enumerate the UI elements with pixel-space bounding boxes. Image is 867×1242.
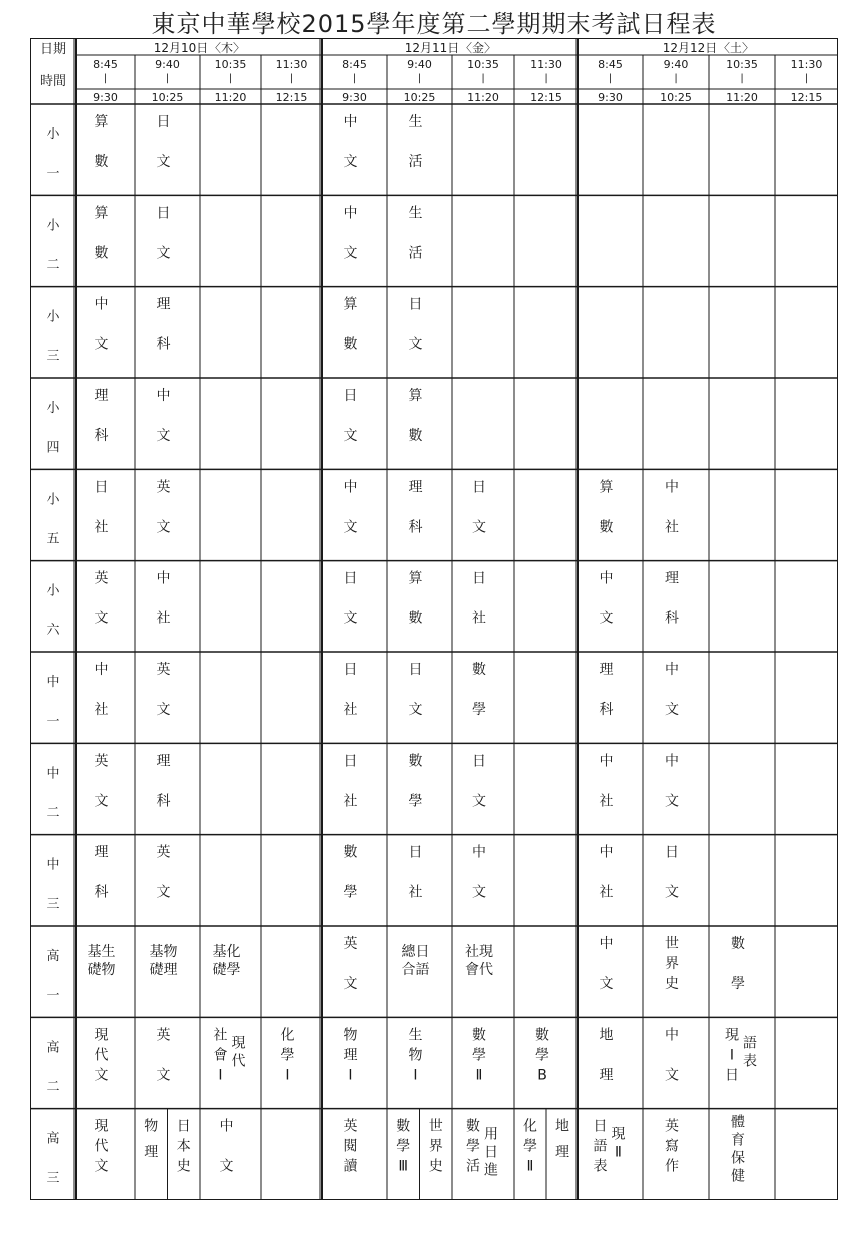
- period-separator: |: [804, 73, 809, 84]
- subject-text: 科: [156, 793, 171, 810]
- subject-text: Ⅱ: [475, 1067, 483, 1084]
- subject-text: 現: [94, 1027, 109, 1044]
- subject-text: 文: [343, 428, 358, 444]
- period-separator: |: [228, 73, 233, 84]
- subject-text: 社: [599, 884, 614, 901]
- subject-text: 日: [156, 114, 171, 130]
- subject-text: 文: [665, 884, 679, 901]
- subject-text: 文: [156, 428, 171, 444]
- subject-text: 理: [555, 1144, 569, 1161]
- subject-text: 文: [472, 793, 486, 810]
- subject-text: 作: [665, 1158, 679, 1175]
- subject-text: 礎理: [149, 962, 178, 978]
- subject-text: 中: [343, 114, 358, 130]
- period-separator: |: [165, 73, 170, 84]
- subject-text: 礎物: [87, 962, 116, 978]
- subject-text: 數: [94, 154, 109, 170]
- period-end-time: 12:15: [275, 91, 308, 104]
- subject-text: 社: [665, 519, 679, 536]
- subject-text: 文: [665, 1067, 679, 1084]
- subject-text: Ⅰ: [348, 1067, 353, 1084]
- subject-text: 文: [343, 610, 358, 627]
- subject-text: 算: [599, 479, 614, 496]
- subject-text: 界: [428, 1138, 443, 1155]
- subject-text: 閱: [343, 1138, 358, 1155]
- subject-text: 文: [156, 702, 171, 718]
- subject-text: 數: [731, 936, 745, 952]
- grade-label: 二: [46, 805, 60, 821]
- grade-label: 小: [46, 583, 60, 599]
- subject-text: 基化: [212, 944, 241, 960]
- subject-text: 數: [599, 519, 614, 536]
- period-start-time: 11:30: [790, 58, 823, 71]
- period-start-time: 8:45: [598, 58, 623, 71]
- subject-text: 文: [94, 336, 109, 353]
- subject-text: 現: [725, 1027, 739, 1044]
- subject-text: 文: [156, 519, 171, 536]
- subject-text: 算: [343, 296, 358, 313]
- subject-text: 數: [408, 428, 423, 444]
- subject-text: 文: [665, 702, 679, 718]
- subject-text: 文: [343, 976, 358, 992]
- period-end-time: 11:20: [726, 91, 758, 104]
- subject-text: 地: [599, 1027, 614, 1044]
- subject-text: 學: [472, 702, 486, 718]
- subject-text: 中: [599, 936, 614, 952]
- subject-text: 理: [156, 753, 171, 770]
- period-start-time: 9:40: [155, 58, 180, 71]
- subject-text: 表: [593, 1158, 608, 1175]
- subject-text: 日: [176, 1118, 191, 1135]
- grade-label: 高: [46, 1040, 60, 1056]
- period-separator: |: [103, 73, 108, 84]
- subject-text: 基物: [149, 944, 178, 960]
- grade-label: 高: [46, 1131, 60, 1147]
- day-weekday-label: 〈土〉: [717, 41, 755, 55]
- subject-text: 理: [94, 844, 109, 861]
- subject-text: 社: [343, 702, 358, 718]
- subject-text: 學: [523, 1138, 537, 1155]
- subject-text: 會代: [465, 962, 493, 978]
- subject-text: 中: [343, 205, 358, 222]
- period-end-time: 12:15: [530, 91, 562, 104]
- grade-label: 中: [46, 766, 60, 782]
- subject-text: 日: [725, 1067, 739, 1084]
- subject-text: 史: [176, 1158, 191, 1175]
- exam-schedule-table: [30, 38, 838, 1200]
- subject-text: Ⅰ: [729, 1047, 735, 1064]
- subject-text: 進: [484, 1162, 498, 1179]
- grade-label: 小: [46, 309, 60, 325]
- subject-text: 日: [472, 570, 486, 587]
- subject-text: 總日: [401, 944, 430, 960]
- subject-text: 用: [484, 1126, 498, 1143]
- subject-text: 算: [408, 570, 423, 587]
- subject-text: 合語: [401, 962, 430, 978]
- day-weekday-label: 〈金〉: [459, 41, 497, 55]
- subject-text: 日: [343, 570, 358, 587]
- subject-text: 讀: [343, 1158, 358, 1175]
- subject-text: 界: [665, 956, 679, 972]
- period-start-time: 10:35: [467, 58, 499, 71]
- subject-text: 算: [94, 114, 109, 130]
- period-end-time: 9:30: [342, 91, 367, 104]
- subject-text: 文: [219, 1158, 234, 1175]
- subject-text: 數: [466, 1118, 480, 1135]
- period-start-time: 9:40: [663, 58, 689, 71]
- subject-text: 中: [156, 570, 171, 587]
- subject-text: 數: [343, 844, 358, 861]
- period-start-time: 10:35: [214, 58, 247, 71]
- subject-text: 數: [472, 662, 486, 678]
- subject-text: 數: [396, 1118, 411, 1135]
- subject-text: 學: [408, 793, 423, 810]
- subject-text: 文: [472, 884, 486, 901]
- subject-text: 科: [94, 428, 109, 444]
- period-start-time: 8:45: [342, 58, 367, 71]
- subject-text: 生: [408, 205, 423, 222]
- subject-text: 英: [94, 570, 109, 587]
- grade-label: 小: [46, 127, 60, 142]
- subject-text: 科: [94, 884, 109, 901]
- subject-text: 理: [665, 570, 679, 587]
- grade-label: 二: [46, 1079, 60, 1095]
- subject-text: 英: [94, 753, 109, 770]
- subject-text: 英: [343, 1118, 358, 1135]
- subject-text: 社: [599, 793, 614, 810]
- subject-text: 中: [343, 479, 358, 496]
- subject-text: 中: [599, 570, 614, 587]
- subject-text: 日: [472, 753, 486, 770]
- subject-text: 學: [472, 1047, 486, 1064]
- subject-text: 數: [94, 245, 109, 262]
- subject-text: 語: [743, 1035, 757, 1052]
- grade-label: 三: [46, 897, 60, 912]
- subject-text: 生: [408, 1027, 423, 1044]
- grade-label: 五: [46, 531, 60, 547]
- subject-text: 中: [472, 844, 486, 861]
- subject-text: 學: [396, 1138, 411, 1155]
- subject-text: 中: [599, 753, 614, 770]
- subject-text: 中: [665, 753, 679, 770]
- subject-text: 數: [343, 336, 358, 353]
- subject-text: 文: [156, 154, 171, 170]
- subject-text: 日: [593, 1118, 608, 1135]
- subject-text: 理: [94, 388, 109, 404]
- subject-text: 現: [231, 1035, 246, 1052]
- subject-text: 中: [94, 296, 109, 313]
- subject-text: 英: [156, 662, 171, 678]
- day-date-label: 12月12日: [662, 41, 718, 55]
- subject-text: 育: [731, 1132, 745, 1149]
- subject-text: 文: [472, 519, 486, 536]
- subject-text: 日: [343, 662, 358, 678]
- subject-text: 保: [731, 1150, 745, 1167]
- subject-text: 科: [408, 519, 423, 536]
- subject-text: 中: [599, 844, 614, 861]
- subject-text: 世: [428, 1118, 443, 1135]
- subject-text: 數: [408, 610, 423, 627]
- period-separator: |: [544, 73, 548, 84]
- subject-text: 英: [156, 479, 171, 496]
- subject-text: 中: [665, 479, 679, 496]
- subject-text: 世: [665, 936, 679, 952]
- subject-text: 學: [466, 1138, 480, 1155]
- period-end-time: 9:30: [93, 91, 118, 104]
- subject-text: 代: [94, 1138, 109, 1155]
- period-end-time: 9:30: [598, 91, 623, 104]
- subject-text: 史: [428, 1158, 443, 1175]
- subject-text: 體: [731, 1114, 745, 1131]
- subject-text: 社: [213, 1027, 228, 1044]
- subject-text: 日: [408, 844, 423, 861]
- subject-text: 健: [731, 1168, 745, 1185]
- subject-text: Ⅰ: [413, 1067, 418, 1084]
- subject-text: 日: [484, 1144, 498, 1161]
- subject-text: 基生: [87, 944, 116, 960]
- subject-text: B: [537, 1067, 547, 1084]
- subject-text: 文: [599, 976, 614, 992]
- grade-label: 六: [46, 623, 60, 638]
- subject-text: 社: [343, 793, 358, 810]
- subject-text: 英: [343, 936, 358, 952]
- subject-text: 寫: [665, 1138, 679, 1155]
- day-date-label: 12月11日: [404, 41, 460, 55]
- subject-text: 學: [535, 1047, 549, 1064]
- subject-text: 理: [599, 1067, 614, 1084]
- subject-text: 理: [144, 1144, 159, 1161]
- page-title: 東京中華學校2015學年度第二學期期末考試日程表: [151, 10, 717, 38]
- period-start-time: 11:30: [530, 58, 562, 71]
- subject-text: 礎學: [212, 962, 241, 978]
- grade-label: 中: [46, 857, 60, 873]
- subject-text: 日: [408, 296, 423, 313]
- grade-label: 四: [46, 440, 60, 456]
- grade-label: 高: [46, 949, 60, 964]
- subject-text: Ⅰ: [218, 1067, 223, 1084]
- corner-time-label: 時間: [39, 74, 67, 89]
- period-separator: |: [352, 73, 357, 84]
- period-start-time: 10:35: [726, 58, 758, 71]
- subject-text: 化: [280, 1027, 295, 1044]
- day-date-label: 12月10日: [153, 41, 209, 55]
- subject-text: 理: [599, 662, 614, 678]
- subject-text: 學: [343, 884, 358, 901]
- subject-text: 日: [156, 205, 171, 222]
- subject-text: 算: [94, 205, 109, 222]
- subject-text: 物: [408, 1047, 423, 1064]
- subject-text: 日: [472, 479, 486, 496]
- subject-text: 英: [156, 844, 171, 861]
- subject-text: 物: [343, 1027, 358, 1044]
- subject-text: 文: [343, 245, 358, 262]
- period-start-time: 9:40: [407, 58, 432, 71]
- subject-text: 科: [156, 336, 171, 353]
- period-start-time: 8:45: [93, 58, 118, 71]
- subject-text: 社: [408, 884, 423, 901]
- subject-text: 文: [94, 1067, 109, 1084]
- period-separator: |: [608, 73, 613, 84]
- subject-text: 史: [665, 976, 679, 992]
- period-separator: |: [417, 73, 422, 84]
- subject-text: 表: [743, 1053, 757, 1070]
- subject-text: Ⅰ: [285, 1067, 290, 1084]
- corner-date-label: 日期: [39, 42, 67, 57]
- subject-text: 文: [156, 884, 171, 901]
- grade-label: 中: [46, 675, 60, 690]
- period-separator: |: [289, 73, 294, 84]
- subject-text: Ⅱ: [526, 1158, 534, 1175]
- period-end-time: 10:25: [403, 91, 436, 104]
- subject-text: 化: [523, 1118, 537, 1135]
- subject-text: 活: [408, 245, 423, 262]
- subject-text: 文: [94, 793, 109, 810]
- subject-text: 社: [94, 519, 109, 536]
- grade-label: 一: [46, 714, 60, 730]
- subject-text: 英: [665, 1118, 679, 1135]
- period-start-time: 11:30: [275, 58, 308, 71]
- subject-text: 文: [665, 793, 679, 810]
- subject-text: Ⅱ: [615, 1144, 622, 1161]
- subject-text: 文: [94, 1158, 109, 1175]
- subject-text: 文: [94, 610, 109, 627]
- subject-text: 日: [343, 388, 358, 404]
- subject-text: 科: [665, 610, 679, 627]
- subject-text: 數: [408, 753, 423, 770]
- subject-text: 文: [156, 1067, 171, 1084]
- subject-text: 文: [599, 610, 614, 627]
- subject-text: 學: [731, 976, 745, 992]
- subject-text: 中: [665, 1027, 679, 1044]
- subject-text: 日: [343, 753, 358, 770]
- subject-text: 學: [280, 1047, 295, 1064]
- period-separator: |: [481, 73, 485, 84]
- subject-text: 會: [213, 1047, 228, 1064]
- subject-text: 文: [343, 519, 358, 536]
- subject-text: 中: [156, 388, 171, 404]
- day-weekday-label: 〈木〉: [208, 41, 246, 55]
- subject-text: 日: [94, 479, 109, 496]
- subject-text: 數: [472, 1027, 486, 1044]
- period-separator: |: [740, 73, 744, 84]
- subject-text: 日: [665, 844, 679, 861]
- subject-text: 文: [343, 154, 358, 170]
- schedule-grid: [30, 38, 838, 1200]
- subject-text: 生: [408, 114, 423, 130]
- subject-text: 代: [231, 1053, 246, 1070]
- subject-text: 理: [156, 296, 171, 313]
- subject-text: 活: [466, 1158, 480, 1175]
- subject-text: 理: [343, 1047, 358, 1064]
- subject-text: 中: [219, 1118, 234, 1135]
- subject-text: 科: [599, 702, 614, 718]
- period-end-time: 11:20: [467, 91, 499, 104]
- subject-text: 社: [94, 702, 109, 718]
- grade-label: 小: [46, 401, 60, 416]
- subject-text: 算: [408, 388, 423, 404]
- subject-text: 現: [611, 1126, 626, 1143]
- subject-text: 英: [156, 1027, 171, 1044]
- subject-text: 數: [535, 1027, 549, 1044]
- period-separator: |: [674, 73, 678, 84]
- subject-text: 文: [408, 702, 423, 718]
- subject-text: 代: [94, 1047, 109, 1064]
- subject-text: 現: [94, 1118, 109, 1135]
- period-end-time: 11:20: [214, 91, 247, 104]
- subject-text: 中: [665, 662, 679, 678]
- subject-text: 社現: [465, 944, 493, 960]
- subject-text: Ⅲ: [398, 1158, 409, 1175]
- grade-label: 一: [46, 166, 60, 182]
- subject-text: 日: [408, 662, 423, 678]
- grade-label: 三: [46, 349, 60, 364]
- period-end-time: 10:25: [660, 91, 692, 104]
- subject-text: 文: [156, 245, 171, 262]
- subject-text: 社: [156, 610, 171, 627]
- subject-text: 本: [176, 1138, 191, 1155]
- period-end-time: 12:15: [790, 91, 823, 104]
- grade-label: 三: [46, 1171, 60, 1186]
- subject-text: 中: [94, 662, 109, 678]
- subject-text: 物: [144, 1118, 159, 1135]
- subject-text: 活: [408, 154, 423, 170]
- grade-label: 一: [46, 988, 60, 1004]
- subject-text: 地: [555, 1118, 569, 1135]
- subject-text: 文: [408, 336, 423, 353]
- grade-label: 二: [46, 257, 60, 273]
- subject-text: 語: [593, 1138, 608, 1155]
- grade-label: 小: [46, 492, 60, 508]
- subject-text: 理: [408, 479, 423, 496]
- subject-text: 社: [472, 610, 486, 627]
- grade-label: 小: [46, 218, 60, 234]
- period-end-time: 10:25: [151, 91, 184, 104]
